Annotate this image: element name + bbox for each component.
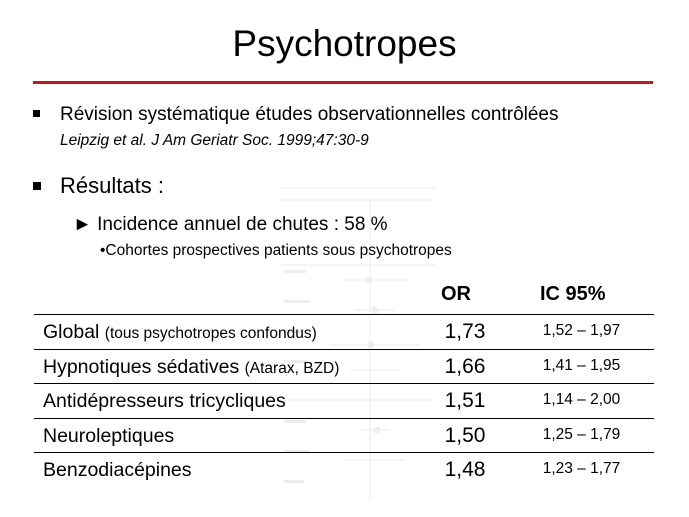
slide-title: Psychotropes <box>232 23 457 64</box>
results-heading: Résultats : <box>60 173 164 198</box>
row-ic-value: 1,14 – 2,00 <box>542 391 621 408</box>
row-label: Neuroleptiques <box>43 425 175 447</box>
row-ic-value: 1,23 – 1,77 <box>542 460 621 477</box>
title-divider <box>33 81 653 84</box>
header-or: OR <box>441 283 471 305</box>
row-label: Hypnotiques sédatives <box>43 356 240 378</box>
review-bullet-text: Révision systématique études observationnelles contrôlées <box>60 104 559 125</box>
row-or-value: 1,51 <box>444 389 486 412</box>
row-or-value: 1,66 <box>444 355 486 378</box>
header-ic95: IC 95% <box>540 283 606 305</box>
table-row <box>34 419 654 453</box>
table-row <box>34 453 654 487</box>
table-row <box>34 384 654 418</box>
row-or-value: 1,73 <box>444 320 486 343</box>
row-label: Benzodiacépines <box>43 459 192 481</box>
row-note: (tous psychotropes confondus) <box>104 325 317 342</box>
row-or-value: 1,48 <box>444 458 486 481</box>
bullet-square-icon <box>33 110 40 117</box>
row-note: (Atarax, BZD) <box>244 360 340 377</box>
cohorts-subbullet: •Cohortes prospectives patients sous psychotropes <box>100 242 452 259</box>
row-ic-value: 1,25 – 1,79 <box>542 426 621 443</box>
row-ic-value: 1,52 – 1,97 <box>542 322 621 339</box>
table-row <box>34 350 654 384</box>
row-label: Global <box>43 321 100 343</box>
reference-citation: Leipzig et al. J Am Geriatr Soc. 1999;47:30-9 <box>60 132 369 149</box>
row-ic-value: 1,41 – 1,95 <box>542 357 621 374</box>
row-or-value: 1,50 <box>444 424 486 447</box>
incidence-subbullet: ► Incidence annuel de chutes : 58 % <box>73 214 388 235</box>
row-label: Antidépresseurs tricycliques <box>43 390 286 412</box>
table-row <box>34 315 654 349</box>
bullet-square-icon <box>33 182 41 190</box>
